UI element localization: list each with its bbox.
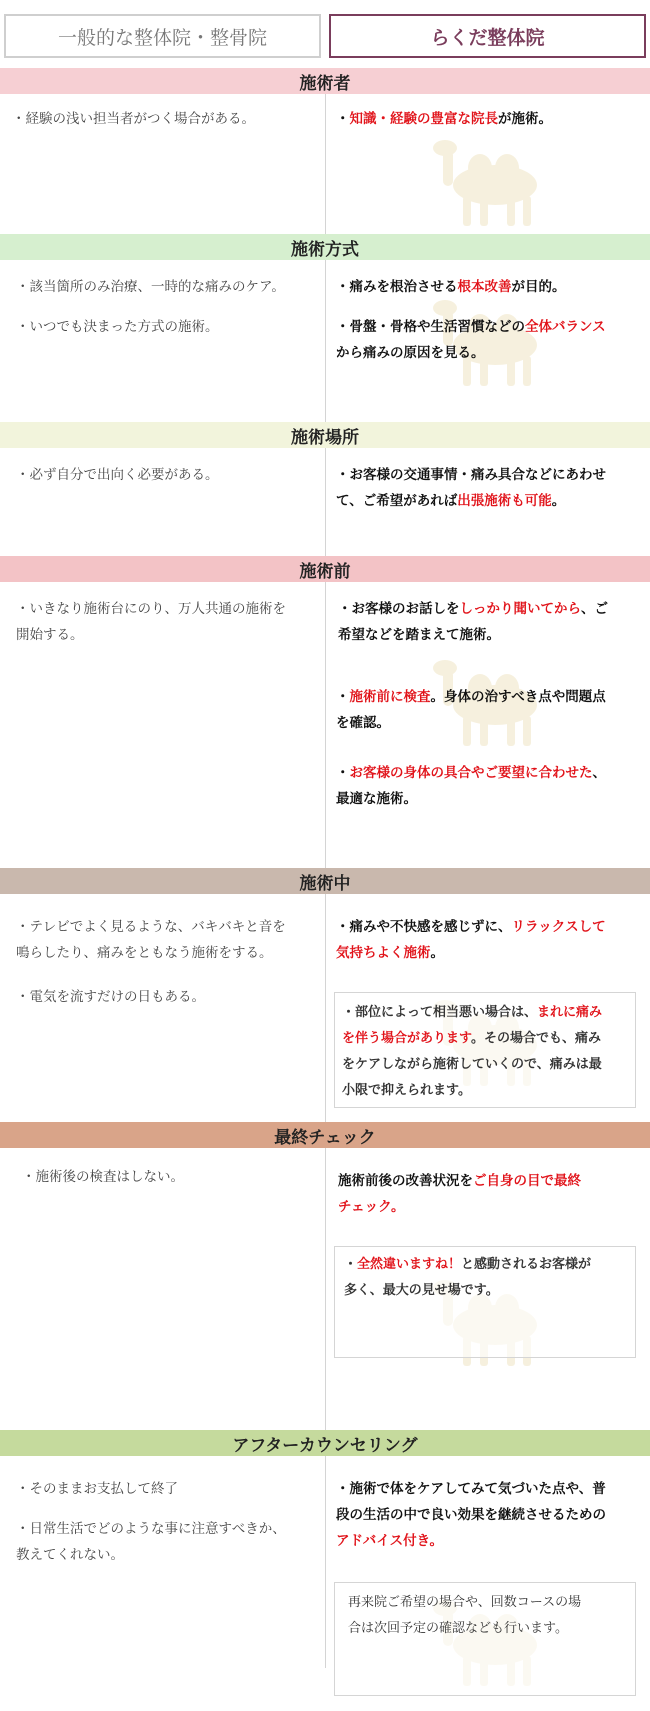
note-text: 再来院ご希望の場合や、回数コースの場 合は次回予定の確認なども行います。 (348, 1595, 582, 1636)
section-title-location: 施術場所 (0, 422, 650, 448)
note-text: ・部位によって相当悪い場合は、まれに痛み を伴う場合があります。その場合でも、痛み をケアしながら施術していくので、痛みは最 小限で抑えられます。 (342, 1005, 603, 1098)
right-text: ・骨盤・骨格や生活習慣などの全体バランス から痛みの原因を見る。 (336, 319, 606, 361)
left-text: ・該当箇所のみ治療、一時的な痛みのケア。 (16, 279, 285, 295)
comparison-header (0, 14, 650, 58)
section-title-practitioner: 施術者 (0, 68, 650, 94)
left-text: ・いつでも決まった方式の施術。 (16, 319, 219, 335)
left-text: ・電気を流すだけの日もある。 (16, 989, 205, 1005)
left-text: ・経験の浅い担当者がつく場合がある。 (12, 111, 255, 127)
right-text: 施術前後の改善状況をご自身の目で最終 チェック。 (338, 1173, 581, 1215)
right-text: ・痛みや不快感を感じずに、リラックスして 気持ちよく施術。 (336, 919, 606, 961)
section-title-during: 施術中 (0, 868, 650, 894)
note-text: ・全然違いますね！と感動されるお客様が 多く、最大の見せ場です。 (344, 1257, 592, 1298)
left-text: ・日常生活でどのような事に注意すべきか、 教えてくれない。 (16, 1521, 286, 1563)
left-text: ・必ず自分で出向く必要がある。 (16, 467, 219, 483)
header-general-clinic: 一般的な整体院・整骨院 (4, 14, 321, 58)
right-text: ・施術で体をケアしてみて気づいた点や、普 段の生活の中で良い効果を継続させるための アドバイス付き。 (336, 1481, 606, 1549)
right-text: ・お客様の交通事情・痛み具合などにあわせ て、ご希望があれば出張施術も可能。 (336, 467, 606, 509)
section-title-before: 施術前 (0, 556, 650, 582)
right-text: ・知識・経験の豊富な院長が施術。 (336, 111, 552, 127)
section-title-final-check: 最終チェック (0, 1122, 650, 1148)
section-title-after-counseling: アフターカウンセリング (0, 1430, 650, 1456)
right-text: ・お客様の身体の具合やご要望に合わせた、 最適な施術。 (336, 765, 606, 807)
left-text: ・いきなり施術台にのり、万人共通の施術を 開始する。 (16, 601, 286, 643)
header-rakuda-clinic: らくだ整体院 (329, 14, 646, 58)
section-title-method: 施術方式 (0, 234, 650, 260)
left-text: ・そのままお支払して終了 (16, 1481, 178, 1497)
right-text: ・施術前に検査。身体の治すべき点や問題点 を確認。 (336, 689, 606, 731)
left-text: ・施術後の検査はしない。 (22, 1169, 184, 1185)
right-text: ・お客様のお話しをしっかり聞いてから、ご 希望などを踏まえて施術。 (338, 601, 608, 643)
left-text: ・テレビでよく見るような、バキバキと音を 鳴らしたり、痛みをともなう施術をする。 (16, 919, 286, 961)
right-text: ・痛みを根治させる根本改善が目的。 (336, 279, 566, 295)
camel-mascot-icon (425, 130, 555, 230)
